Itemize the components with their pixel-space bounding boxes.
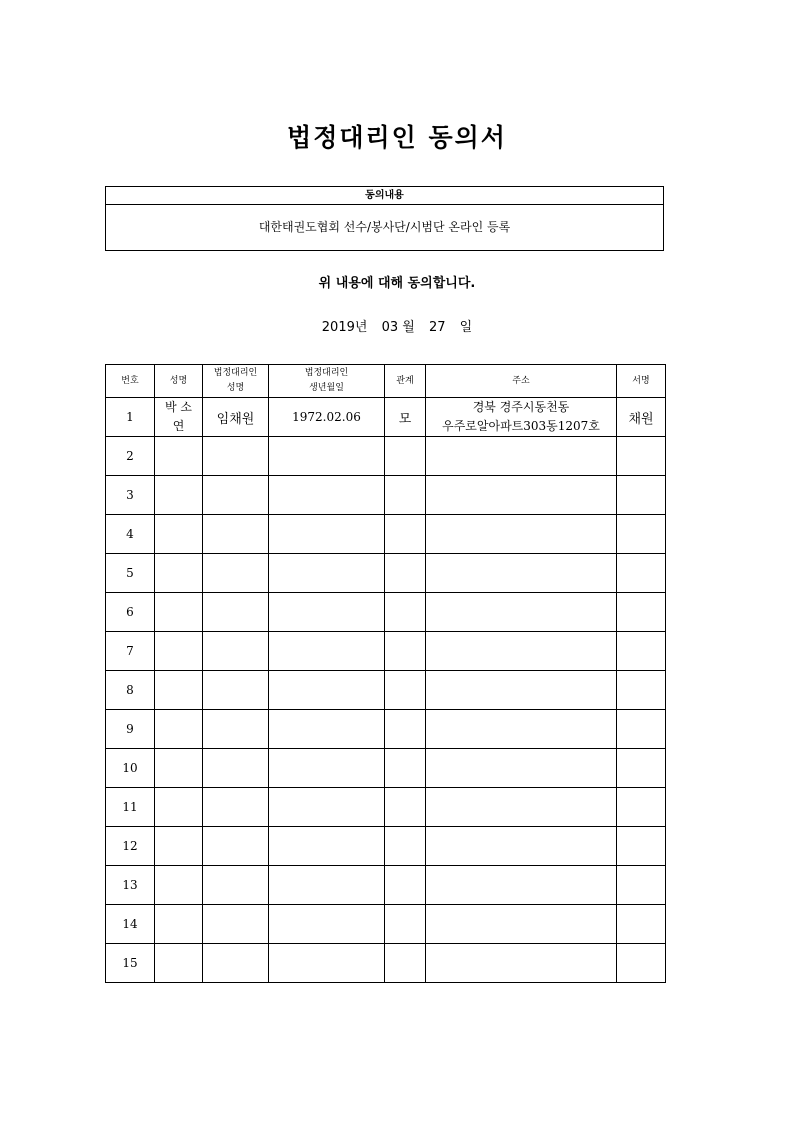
row-guardian-birth [269, 905, 385, 944]
row-guardian-name [203, 476, 269, 515]
row-guardian-name [203, 788, 269, 827]
row-address [426, 788, 617, 827]
row-address-line1: 경북 경주시동천동 [472, 400, 570, 414]
row-relation [385, 515, 426, 554]
row-guardian-name [203, 515, 269, 554]
table-row [106, 437, 666, 476]
header-name: 성명 [155, 365, 203, 398]
table-row [106, 671, 666, 710]
table-header-row [106, 365, 666, 398]
table-row [106, 944, 666, 983]
row-signature [617, 554, 666, 593]
table-row [106, 554, 666, 593]
row-guardian-birth [269, 671, 385, 710]
row-number: 14 [106, 905, 155, 944]
row-address [426, 671, 617, 710]
row-name [155, 671, 203, 710]
row-number: 4 [106, 515, 155, 554]
table-row [106, 788, 666, 827]
row-signature [617, 476, 666, 515]
row-number: 6 [106, 593, 155, 632]
header-guardian-birth-line2: 생년월일 [309, 383, 344, 393]
row-name [155, 398, 203, 437]
row-name [155, 905, 203, 944]
document-title: 법정대리인 동의서 [287, 123, 507, 152]
row-relation [385, 827, 426, 866]
row-number: 11 [106, 788, 155, 827]
row-number: 7 [106, 632, 155, 671]
row-guardian-birth [269, 476, 385, 515]
row-number: 13 [106, 866, 155, 905]
row-address [426, 944, 617, 983]
row-guardian-name [203, 827, 269, 866]
row-name [155, 515, 203, 554]
consent-section [105, 186, 664, 251]
row-signature [617, 632, 666, 671]
row-number: 10 [106, 749, 155, 788]
table-row [106, 749, 666, 788]
table-row [106, 476, 666, 515]
row-address [426, 515, 617, 554]
row-relation [385, 593, 426, 632]
header-signature: 서명 [617, 365, 666, 398]
row-address [426, 593, 617, 632]
row-relation [385, 554, 426, 593]
row-relation [385, 905, 426, 944]
table-row [106, 398, 666, 437]
header-guardian-name [203, 365, 269, 398]
row-relation [385, 632, 426, 671]
row-address [426, 632, 617, 671]
row-name [155, 476, 203, 515]
row-number: 1 [106, 398, 155, 437]
row-signature [617, 749, 666, 788]
date-month: 03 [381, 320, 399, 335]
row-address [426, 476, 617, 515]
consent-content: 대한태권도협회 선수/봉사단/시범단 온라인 등록 [258, 220, 511, 234]
table-row [106, 632, 666, 671]
row-address [426, 710, 617, 749]
row-guardian-birth [269, 749, 385, 788]
header-number: 번호 [106, 365, 155, 398]
row-name [155, 437, 203, 476]
signing-date [0, 316, 794, 335]
row-address [426, 866, 617, 905]
row-number: 5 [106, 554, 155, 593]
row-number: 2 [106, 437, 155, 476]
row-address [426, 398, 617, 437]
row-guardian-name [203, 749, 269, 788]
row-guardian-name [203, 905, 269, 944]
row-relation: 모 [385, 398, 426, 437]
row-guardian-name [203, 437, 269, 476]
row-name [155, 944, 203, 983]
header-address: 주소 [426, 365, 617, 398]
date-year: 2019년 [321, 320, 368, 335]
row-name [155, 866, 203, 905]
row-name [155, 788, 203, 827]
row-number: 8 [106, 671, 155, 710]
row-guardian-name [203, 632, 269, 671]
row-guardian-name [203, 866, 269, 905]
row-address [426, 827, 617, 866]
row-number: 3 [106, 476, 155, 515]
row-signature [617, 788, 666, 827]
row-name [155, 710, 203, 749]
row-guardian-birth [269, 710, 385, 749]
row-number: 12 [106, 827, 155, 866]
row-signature [617, 944, 666, 983]
row-address [426, 905, 617, 944]
row-signature [617, 515, 666, 554]
table-row [106, 710, 666, 749]
header-relation: 관계 [385, 365, 426, 398]
row-guardian-name [203, 554, 269, 593]
header-guardian-birth [269, 365, 385, 398]
row-guardian-name [203, 944, 269, 983]
row-guardian-name: 임채원 [203, 398, 269, 437]
row-guardian-birth [269, 944, 385, 983]
row-guardian-name [203, 671, 269, 710]
row-relation [385, 710, 426, 749]
row-relation [385, 788, 426, 827]
row-guardian-birth [269, 827, 385, 866]
row-guardian-name [203, 593, 269, 632]
row-guardian-birth [269, 788, 385, 827]
row-signature [617, 866, 666, 905]
row-guardian-birth [269, 554, 385, 593]
consent-header: 동의내용 [106, 187, 663, 205]
row-guardian-birth [269, 515, 385, 554]
table-row [106, 515, 666, 554]
row-relation [385, 866, 426, 905]
row-address [426, 554, 617, 593]
row-name-line1: 박 소 [165, 400, 192, 414]
row-guardian-birth [269, 437, 385, 476]
agreement-statement: 위 내용에 대해 동의합니다. [318, 276, 476, 291]
row-relation [385, 476, 426, 515]
row-signature [617, 905, 666, 944]
table-row [106, 866, 666, 905]
date-day-label: 일 [459, 320, 473, 335]
row-relation [385, 671, 426, 710]
row-number: 9 [106, 710, 155, 749]
row-address [426, 749, 617, 788]
row-signature: 채원 [617, 398, 666, 437]
row-signature [617, 593, 666, 632]
table-row [106, 827, 666, 866]
row-name [155, 749, 203, 788]
table-row [106, 593, 666, 632]
row-guardian-birth [269, 593, 385, 632]
header-guardian-birth-line1: 법정대리인 [304, 368, 349, 378]
header-guardian-name-line1: 법정대리인 [213, 368, 258, 378]
date-month-label: 월 [402, 320, 415, 335]
row-signature [617, 710, 666, 749]
row-name [155, 827, 203, 866]
row-guardian-birth: 1972.02.06 [269, 398, 385, 437]
row-guardian-birth [269, 866, 385, 905]
row-signature [617, 671, 666, 710]
row-guardian-birth [269, 632, 385, 671]
row-name [155, 554, 203, 593]
row-relation [385, 437, 426, 476]
row-number: 15 [106, 944, 155, 983]
row-name [155, 632, 203, 671]
row-relation [385, 749, 426, 788]
row-guardian-name [203, 710, 269, 749]
row-name-line2: 연 [172, 419, 185, 433]
row-signature [617, 827, 666, 866]
row-relation [385, 944, 426, 983]
row-signature [617, 437, 666, 476]
row-address-line2: 우주로알아파트303동1207호 [442, 419, 600, 433]
date-day: 27 [428, 320, 446, 335]
row-name [155, 593, 203, 632]
table-row [106, 905, 666, 944]
row-address [426, 437, 617, 476]
header-guardian-name-line2: 성명 [226, 383, 245, 393]
guardian-table [105, 364, 666, 983]
